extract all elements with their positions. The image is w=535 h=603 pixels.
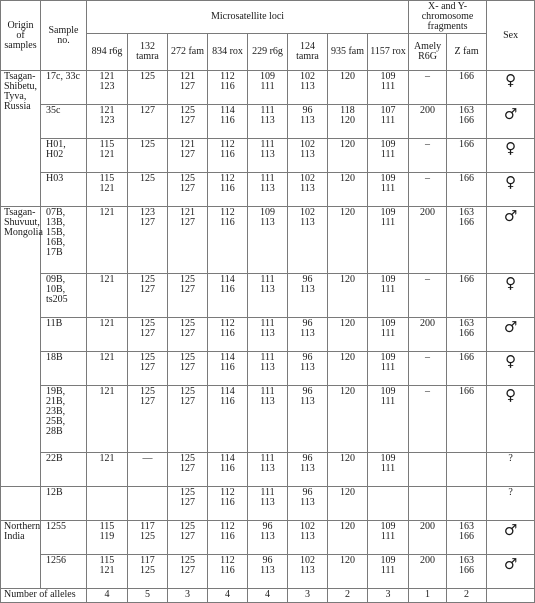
- allele-cell: 125: [128, 139, 168, 173]
- allele-cell: 125 127: [168, 555, 208, 589]
- allele-cell: 111 113: [248, 105, 288, 139]
- allele-cell: 121 127: [168, 71, 208, 105]
- sex-symbol: ♂: [487, 105, 535, 139]
- sample-header: Sample no.: [41, 1, 87, 71]
- allele-cell: 125: [128, 71, 168, 105]
- allele-cell: 109 111: [368, 318, 409, 352]
- allele-cell: 114 116: [208, 453, 248, 487]
- allele-cell: 117 125: [128, 521, 168, 555]
- allele-cell: 109 111: [248, 71, 288, 105]
- allele-cell: [447, 487, 487, 521]
- allele-cell: –: [409, 386, 447, 453]
- allele-cell: 96 113: [288, 105, 328, 139]
- locus-header: 124 tamra: [288, 34, 328, 71]
- allele-cell: [447, 453, 487, 487]
- allele-cell: 120: [328, 521, 368, 555]
- allele-cell: 102 113: [288, 555, 328, 589]
- total-row: [1, 589, 535, 603]
- sample-cell: H01, H02: [41, 139, 87, 173]
- total-value: 3: [288, 589, 328, 603]
- table-row: [1, 173, 535, 207]
- total-value: 2: [447, 589, 487, 603]
- origin-cell: Tsagan-Shibetu, Tyva, Russia: [1, 71, 41, 207]
- allele-cell: 109 111: [368, 173, 409, 207]
- table-row: [1, 318, 535, 352]
- sex-symbol: ♂: [487, 555, 535, 589]
- allele-cell: 112 116: [208, 318, 248, 352]
- locus-header: 272 fam: [168, 34, 208, 71]
- allele-cell: 109 111: [368, 71, 409, 105]
- allele-cell: 102 113: [288, 173, 328, 207]
- allele-cell: 125 127: [168, 274, 208, 318]
- allele-cell: 96 113: [288, 453, 328, 487]
- allele-cell: 121 127: [168, 139, 208, 173]
- origin-cell: Northern India: [1, 521, 41, 589]
- allele-cell: 96 113: [248, 521, 288, 555]
- allele-cell: 125 127: [128, 386, 168, 453]
- table-body: [1, 71, 535, 603]
- allele-cell: 102 113: [288, 139, 328, 173]
- allele-cell: 109 111: [368, 521, 409, 555]
- locus-header: 1157 rox: [368, 34, 409, 71]
- allele-cell: 111 113: [248, 386, 288, 453]
- allele-cell: 109 113: [248, 207, 288, 274]
- allele-cell: 125 127: [128, 318, 168, 352]
- allele-cell: 120: [328, 274, 368, 318]
- total-value: 1: [409, 589, 447, 603]
- allele-cell: 111 113: [248, 318, 288, 352]
- allele-cell: 125 127: [168, 318, 208, 352]
- allele-cell: 120: [328, 352, 368, 386]
- allele-cell: 112 116: [208, 555, 248, 589]
- allele-cell: 121: [87, 207, 128, 274]
- table-row: [1, 105, 535, 139]
- allele-cell: 120: [328, 318, 368, 352]
- allele-cell: 121 123: [87, 105, 128, 139]
- allele-cell: 114 116: [208, 386, 248, 453]
- sex-symbol: ?: [487, 487, 535, 521]
- sample-cell: 35c: [41, 105, 87, 139]
- allele-cell: 123 127: [128, 207, 168, 274]
- allele-cell: 125 127: [168, 453, 208, 487]
- allele-cell: 120: [328, 173, 368, 207]
- allele-cell: [409, 487, 447, 521]
- allele-cell: 163 166: [447, 521, 487, 555]
- locus-header: 894 r6g: [87, 34, 128, 71]
- allele-cell: 120: [328, 386, 368, 453]
- total-value: 3: [168, 589, 208, 603]
- allele-cell: 96 113: [288, 352, 328, 386]
- allele-cell: 121: [87, 318, 128, 352]
- sample-cell: 11B: [41, 318, 87, 352]
- sex-symbol: ♂: [487, 207, 535, 274]
- allele-cell: 125 127: [168, 487, 208, 521]
- allele-cell: 166: [447, 274, 487, 318]
- allele-cell: 120: [328, 555, 368, 589]
- origin-header: Origin of samples: [1, 1, 41, 71]
- allele-cell: 111 113: [248, 173, 288, 207]
- allele-cell: 200: [409, 105, 447, 139]
- table-row: [1, 352, 535, 386]
- table-row: [1, 453, 535, 487]
- allele-cell: 120: [328, 139, 368, 173]
- allele-cell: 109 111: [368, 555, 409, 589]
- allele-cell: 112 116: [208, 487, 248, 521]
- allele-cell: 121: [87, 386, 128, 453]
- sample-cell: 1255: [41, 521, 87, 555]
- allele-cell: 115 119: [87, 521, 128, 555]
- sample-cell: 19B, 21B, 23B, 25B, 28B: [41, 386, 87, 453]
- allele-cell: 121: [87, 274, 128, 318]
- allele-cell: 102 113: [288, 71, 328, 105]
- allele-cell: 121: [87, 352, 128, 386]
- allele-cell: 125 127: [168, 386, 208, 453]
- table-row: [1, 139, 535, 173]
- sex-symbol: ♀: [487, 139, 535, 173]
- allele-cell: 163 166: [447, 207, 487, 274]
- total-value: 5: [128, 589, 168, 603]
- allele-cell: –: [409, 352, 447, 386]
- allele-cell: 120: [328, 71, 368, 105]
- header-row-1: [1, 1, 535, 34]
- allele-cell: 96 113: [288, 386, 328, 453]
- total-sex-cell: [487, 589, 535, 603]
- allele-cell: 109 111: [368, 352, 409, 386]
- allele-cell: 120: [328, 453, 368, 487]
- sex-symbol: ♀: [487, 274, 535, 318]
- table-row: [1, 386, 535, 453]
- allele-cell: 117 125: [128, 555, 168, 589]
- allele-cell: 111 113: [248, 274, 288, 318]
- allele-cell: 109 111: [368, 207, 409, 274]
- sample-cell: 22B: [41, 453, 87, 487]
- allele-cell: 111 113: [248, 139, 288, 173]
- allele-cell: 121 127: [168, 207, 208, 274]
- allele-cell: 112 116: [208, 521, 248, 555]
- locus-header: 132 tamra: [128, 34, 168, 71]
- table-row: [1, 555, 535, 589]
- total-value: 3: [368, 589, 409, 603]
- allele-cell: 107 111: [368, 105, 409, 139]
- locus-header: 935 fam: [328, 34, 368, 71]
- allele-cell: 166: [447, 139, 487, 173]
- allele-cell: 115 121: [87, 139, 128, 173]
- allele-cell: 120: [328, 207, 368, 274]
- allele-cell: 114 116: [208, 274, 248, 318]
- allele-cell: 112 116: [208, 173, 248, 207]
- sex-symbol: ♂: [487, 318, 535, 352]
- table-row: [1, 274, 535, 318]
- table-row: [1, 207, 535, 274]
- sex-header: Sex: [487, 1, 535, 71]
- sex-symbol: ♀: [487, 71, 535, 105]
- allele-cell: 111 113: [248, 453, 288, 487]
- total-value: 4: [208, 589, 248, 603]
- allele-cell: 109 111: [368, 386, 409, 453]
- sample-cell: 12B: [41, 487, 87, 521]
- allele-cell: [409, 453, 447, 487]
- total-value: 2: [328, 589, 368, 603]
- allele-cell: 125 127: [168, 173, 208, 207]
- sample-cell: H03: [41, 173, 87, 207]
- sample-cell: 1256: [41, 555, 87, 589]
- allele-cell: –: [409, 71, 447, 105]
- allele-cell: 121 123: [87, 71, 128, 105]
- sex-symbol: ?: [487, 453, 535, 487]
- allele-cell: 200: [409, 555, 447, 589]
- sex-symbol: ♀: [487, 173, 535, 207]
- total-label: Number of alleles: [1, 589, 87, 603]
- allele-cell: 109 111: [368, 453, 409, 487]
- allele-cell: 125 127: [168, 105, 208, 139]
- allele-cell: 115 121: [87, 173, 128, 207]
- allele-cell: –: [409, 173, 447, 207]
- allele-cell: 125 127: [168, 521, 208, 555]
- allele-cell: 96 113: [288, 318, 328, 352]
- allele-cell: 111 113: [248, 487, 288, 521]
- sample-cell: 18B: [41, 352, 87, 386]
- sample-cell: 09B, 10B, ts205: [41, 274, 87, 318]
- allele-cell: 96 113: [288, 487, 328, 521]
- allele-cell: 125 127: [168, 352, 208, 386]
- sample-cell: 17c, 33c: [41, 71, 87, 105]
- allele-cell: [368, 487, 409, 521]
- allele-cell: 109 111: [368, 139, 409, 173]
- allele-cell: 115 121: [87, 555, 128, 589]
- allele-cell: 114 116: [208, 105, 248, 139]
- allele-cell: 166: [447, 352, 487, 386]
- table-row: [1, 71, 535, 105]
- allele-cell: 125 127: [128, 274, 168, 318]
- allele-cell: 166: [447, 386, 487, 453]
- allele-cell: 102 113: [288, 207, 328, 274]
- allele-cell: 200: [409, 521, 447, 555]
- origin-cell: Tsagan-Shuvuut, Mongolia: [1, 207, 41, 487]
- allele-cell: 166: [447, 71, 487, 105]
- allele-cell: 112 116: [208, 139, 248, 173]
- allele-cell: –: [409, 139, 447, 173]
- allele-cell: 96 113: [248, 555, 288, 589]
- allele-cell: 121: [87, 453, 128, 487]
- allele-cell: 166: [447, 173, 487, 207]
- allele-cell: 120: [328, 487, 368, 521]
- total-value: 4: [87, 589, 128, 603]
- sample-cell: 07B, 13B, 15B, 16B, 17B: [41, 207, 87, 274]
- sex-symbol: ♀: [487, 386, 535, 453]
- microsatellite-header: Microsatellite loci: [87, 1, 409, 34]
- xy-fragments-header: X- and Y-chromosome fragments: [409, 1, 487, 34]
- allele-cell: 200: [409, 318, 447, 352]
- allele-cell: 163 166: [447, 105, 487, 139]
- allele-cell: —: [128, 453, 168, 487]
- allele-cell: 127: [128, 105, 168, 139]
- allele-cell: 125: [128, 173, 168, 207]
- allele-cell: 112 116: [208, 71, 248, 105]
- allele-cell: 118 120: [328, 105, 368, 139]
- sex-symbol: ♂: [487, 521, 535, 555]
- allele-cell: 125 127: [128, 352, 168, 386]
- allele-cell: 109 111: [368, 274, 409, 318]
- origin-cell: [1, 487, 41, 521]
- allele-cell: [87, 487, 128, 521]
- allele-cell: 163 166: [447, 555, 487, 589]
- table-row: [1, 487, 535, 521]
- allele-cell: 200: [409, 207, 447, 274]
- allele-cell: 112 116: [208, 207, 248, 274]
- locus-header: Z fam: [447, 34, 487, 71]
- allele-cell: –: [409, 274, 447, 318]
- locus-header: Amely R6G: [409, 34, 447, 71]
- table-row: [1, 521, 535, 555]
- allele-cell: [128, 487, 168, 521]
- sex-symbol: ♀: [487, 352, 535, 386]
- allele-cell: 96 113: [288, 274, 328, 318]
- locus-header: 834 rox: [208, 34, 248, 71]
- allele-cell: 102 113: [288, 521, 328, 555]
- total-value: 4: [248, 589, 288, 603]
- allele-cell: 111 113: [248, 352, 288, 386]
- allele-cell: 163 166: [447, 318, 487, 352]
- locus-header: 229 r6g: [248, 34, 288, 71]
- allele-cell: 114 116: [208, 352, 248, 386]
